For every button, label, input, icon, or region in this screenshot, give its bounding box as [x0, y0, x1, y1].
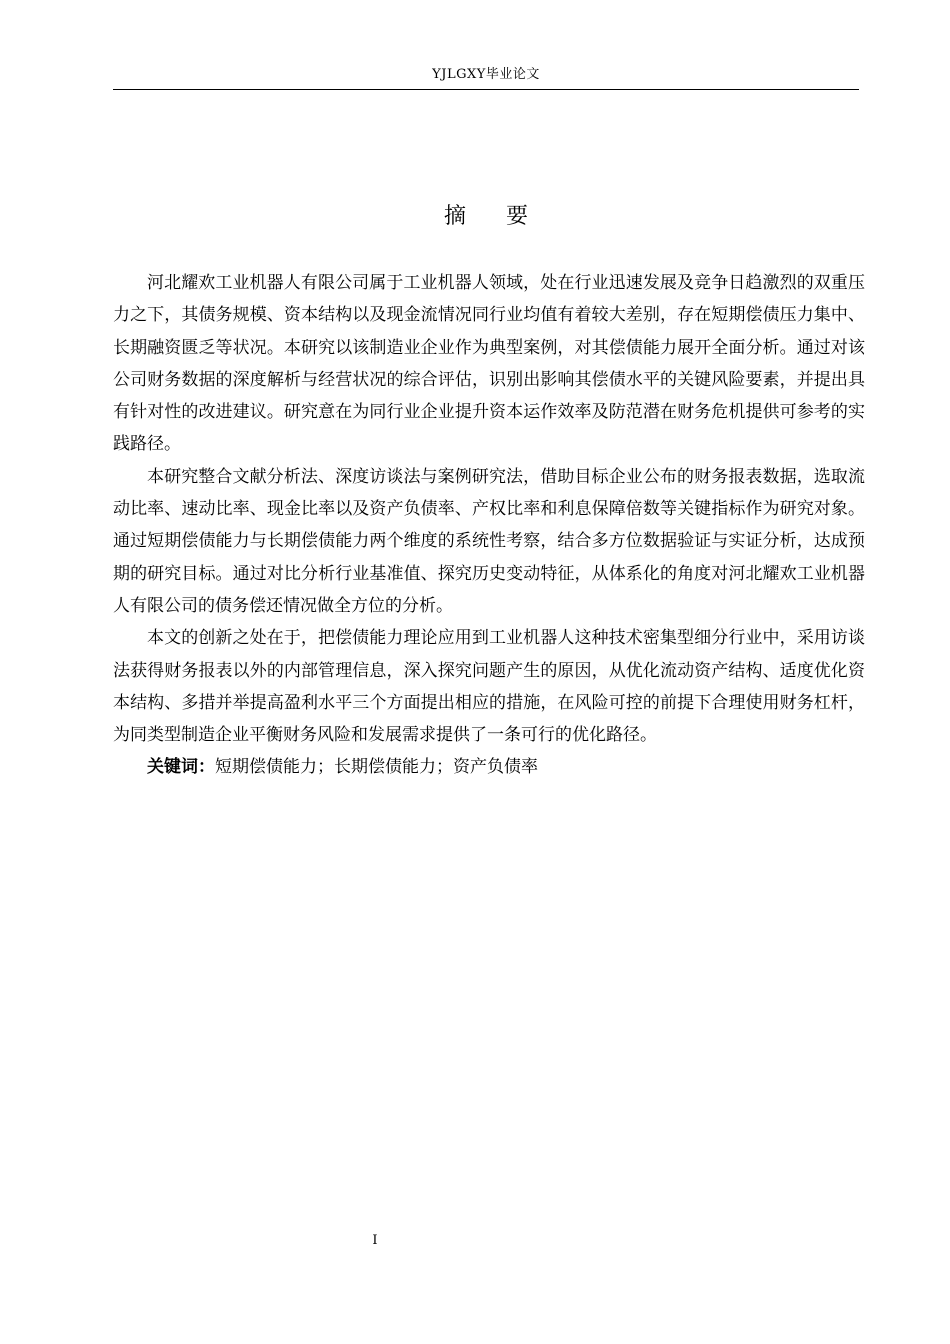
abstract-paragraph-3: 本文的创新之处在于，把偿债能力理论应用到工业机器人这种技术密集型细分行业中，采用访谈法获得财务报表以外的内部管理信息，深入探究问题产生的原因，从优化流动资产结构、适度优化资本结构、多措并举提高盈利水平三个方面提出相应的措施，在风险可控的前提下合理使用财务杠杆，为同类型制造企业平衡财务风险和发展需求提供了一条可行的优化路径。	[113, 628, 865, 746]
page-number: I	[372, 1233, 378, 1248]
keywords-list: 短期偿债能力；长期偿债能力；资产负债率	[215, 757, 538, 778]
abstract-title: 摘要	[443, 204, 568, 229]
abstract-body	[113, 267, 865, 784]
keywords-line	[113, 751, 865, 783]
keywords-label: 关键词：	[147, 757, 215, 778]
running-header: YJLGXY毕业论文	[432, 67, 540, 82]
abstract-paragraph-1: 河北耀欢工业机器人有限公司属于工业机器人领域，处在行业迅速发展及竞争日趋激烈的双重压力之下，其债务规模、资本结构以及现金流情况同行业均值有着较大差别，存在短期偿债压力集中、长期融资匮乏等状况。本研究以该制造业企业作为典型案例，对其偿债能力展开全面分析。通过对该公司财务数据的深度解析与经营状况的综合评估，识别出影响其偿债水平的关键风险要素，并提出具有针对性的改进建议。研究意在为同行业企业提升资本运作效率及防范潜在财务危机提供可参考的实践路径。	[113, 273, 865, 455]
abstract-paragraph-2: 本研究整合文献分析法、深度访谈法与案例研究法，借助目标企业公布的财务报表数据，选取流动比率、速动比率、现金比率以及资产负债率、产权比率和利息保障倍数等关键指标作为研究对象。通过短期偿债能力与长期偿债能力两个维度的系统性考察，结合多方位数据验证与实证分析，达成预期的研究目标。通过对比分析行业基准值、探究历史变动特征，从体系化的角度对河北耀欢工业机器人有限公司的债务偿还情况做全方位的分析。	[113, 466, 865, 616]
header-divider	[113, 89, 859, 90]
